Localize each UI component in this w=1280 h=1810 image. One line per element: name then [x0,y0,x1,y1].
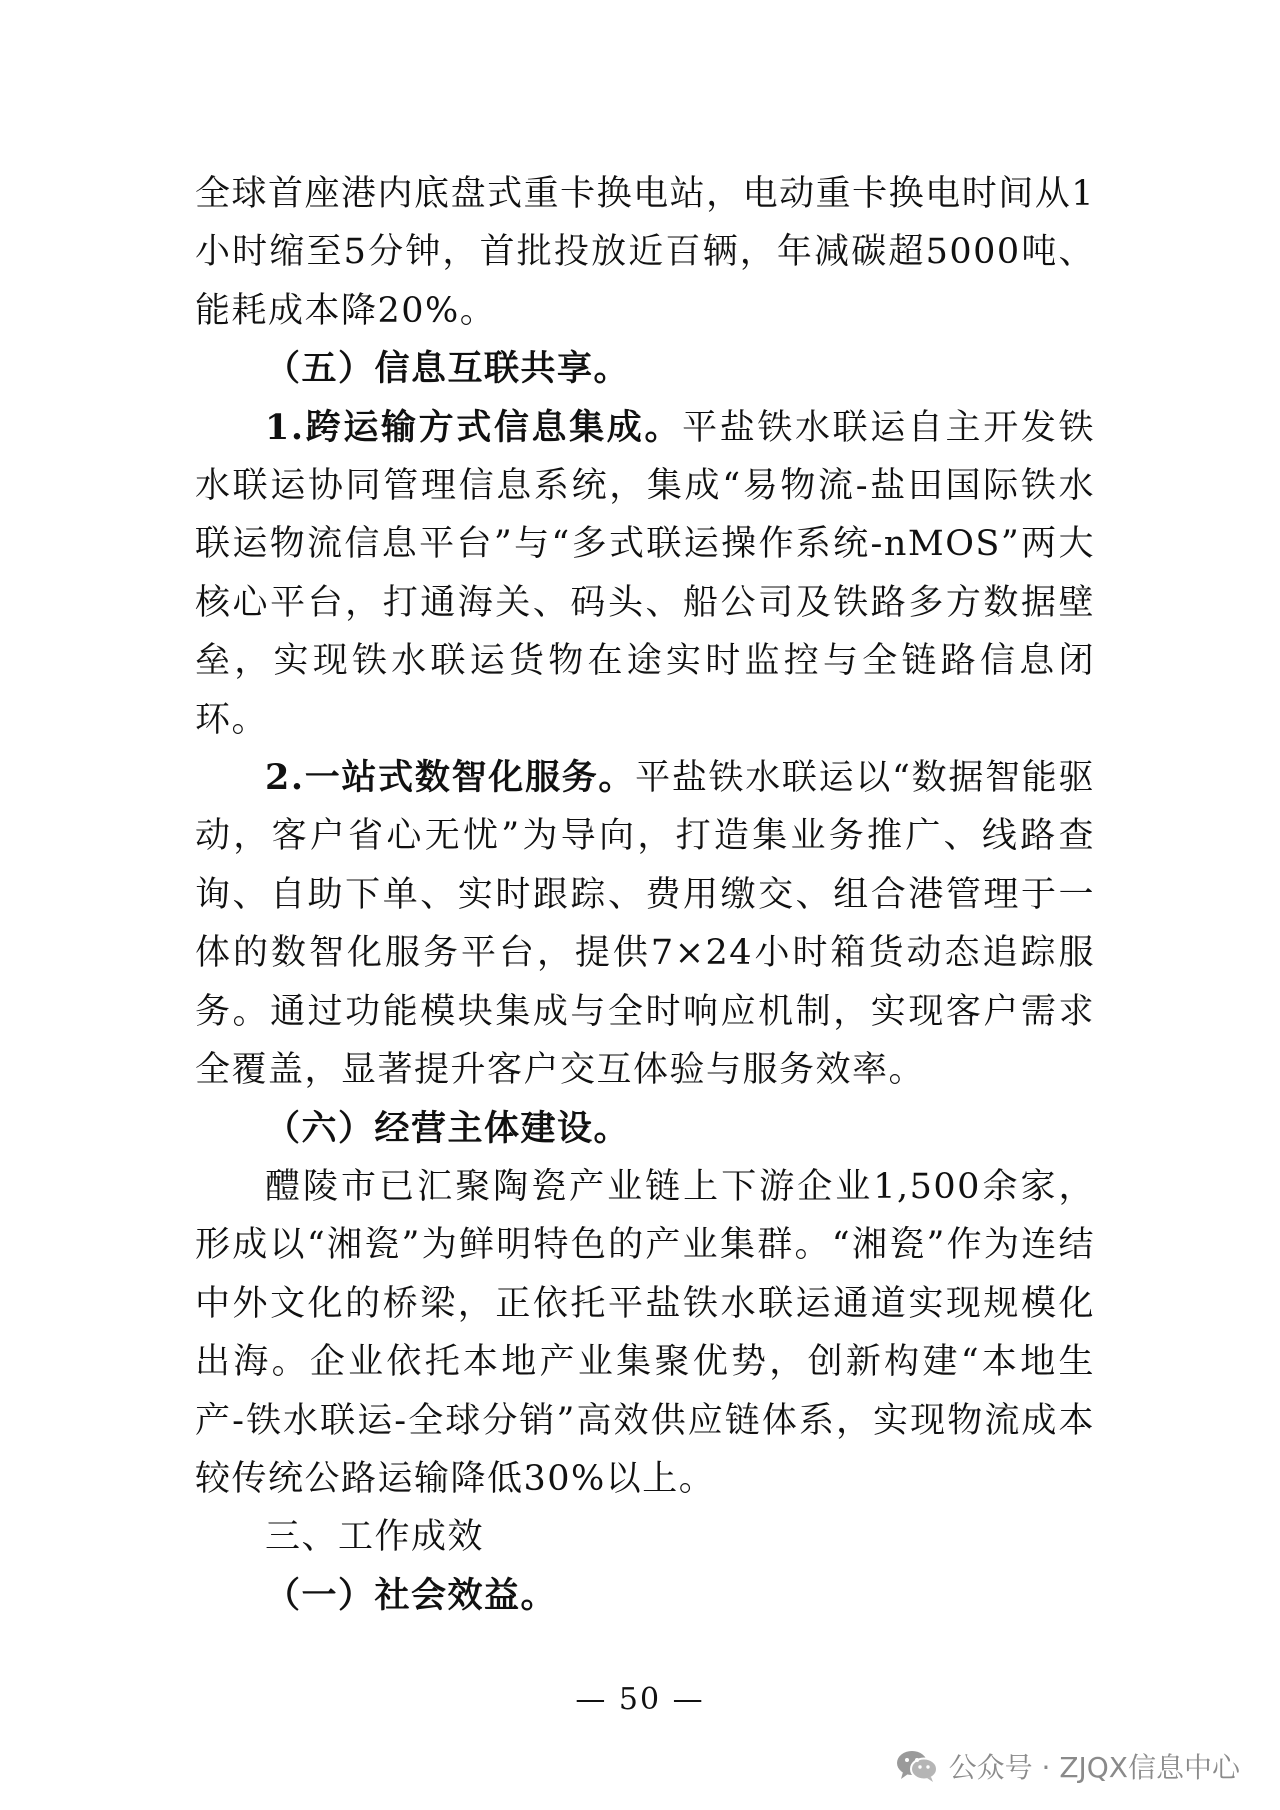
page-number: — 50 — [575,1682,705,1717]
page-body [195,165,1095,1625]
paragraph-info-integration [195,399,1095,749]
heading-business-entities: （六）经营主体建设。 [265,1107,631,1149]
heading-info-sharing: （五）信息互联共享。 [265,348,631,390]
paragraph-digital-service [195,749,1095,1099]
paragraph-text: 醴陵市已汇聚陶瓷产业链上下游企业1,500余家，形成以“湘瓷”为鲜明特色的产业集群。“湘瓷”作为连结中外文化的桥梁，正依托平盐铁水联运通道实现规模化出海。企业依托本地产业集聚优势，创新构建“本地生产-铁水联运-全球分销”高效供应链体系，实现物流成本较传统公路运输降低30%以上。 [195,1166,1095,1499]
section-title-results: 三、工作成效 [265,1517,485,1558]
paragraph-ceramics-cluster [195,1158,1095,1508]
wechat-icon [895,1748,939,1784]
watermark [895,1742,1240,1790]
heading-social-benefits: （一）社会效益。 [265,1574,558,1616]
paragraph-text: 平盐铁水联运以“数据智能驱动，客户省心无忧”为导向，打造集业务推广、线路查询、自助下单、实时跟踪、费用缴交、组合港管理于一体的数智化服务平台，提供7×24小时箱货动态追踪服务。通过功能模块集成与全时响应机制，实现客户需求全覆盖，显著提升客户交互体验与服务效率。 [195,758,1095,1091]
watermark-text: 公众号 · ZJQX信息中心 [948,1751,1240,1784]
paragraph-text: 平盐铁水联运自主开发铁水联运协同管理信息系统，集成“易物流-盐田国际铁水联运物流信息平台”与“多式联运操作系统-nMOS”两大核心平台，打通海关、码头、船公司及铁路多方数据壁垒，实现铁水联运货物在途实时监控与全链路信息闭环。 [195,407,1095,740]
paragraph-battery-swap [195,165,1095,340]
paragraph-text: 全球首座港内底盘式重卡换电站，电动重卡换电时间从1小时缩至5分钟，首批投放近百辆，年减碳超5000吨、能耗成本降20%。 [195,174,1095,331]
paragraph-lead: 2.一站式数智化服务。 [265,757,636,799]
paragraph-lead: 1.跨运输方式信息集成。 [265,406,683,448]
